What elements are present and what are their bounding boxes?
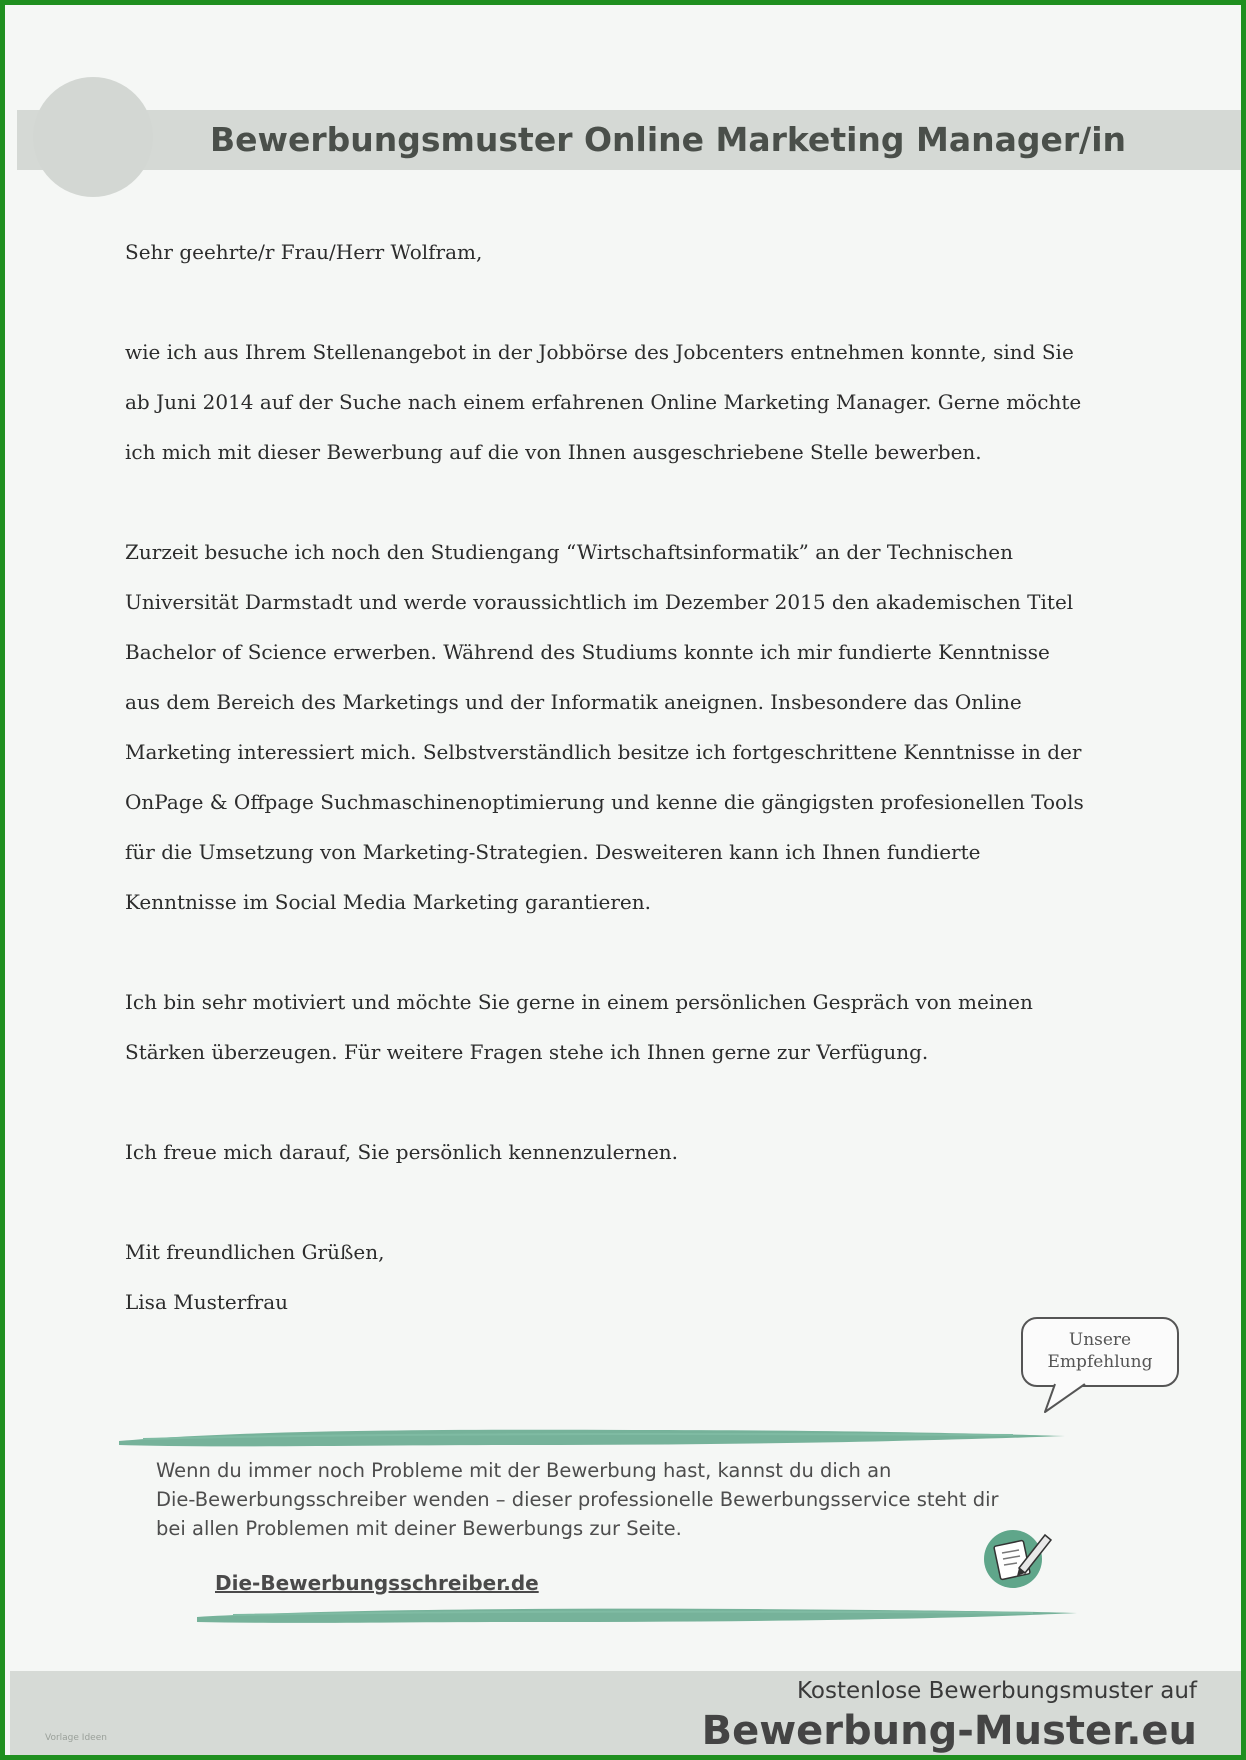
- paragraph-2: [125, 527, 1135, 927]
- footer-subtitle: Kostenlose Bewerbungsmuster auf: [797, 1678, 1197, 1704]
- bubble-text-line: Unsere: [1068, 1330, 1132, 1350]
- watermark: Vorlage Ideen: [45, 1733, 107, 1743]
- paragraph-2-line: Bachelor of Science erwerben. Während des Studiums konnte ich mir fundierte Kenntnisse: [125, 640, 1050, 664]
- paragraph-3-line: Ich bin sehr motiviert und möchte Sie gerne in einem persönlichen Gespräch von meinen: [125, 990, 1033, 1014]
- paragraph-2-line: für die Umsetzung von Marketing-Strategien. Desweiteren kann ich Ihnen fundierte: [125, 840, 981, 864]
- recommendation-text: [156, 1456, 1106, 1543]
- recommendation-text-line: Wenn du immer noch Probleme mit der Bewerbung hast, kannst du dich an: [156, 1459, 892, 1482]
- paragraph-1-line: ab Juni 2014 auf der Suche nach einem erfahrenen Online Marketing Manager. Gerne möchte: [125, 390, 1082, 414]
- page-title: Bewerbungsmuster Online Marketing Manager/in: [209, 120, 1127, 159]
- recommendation-bubble: [1021, 1317, 1179, 1387]
- recommendation-text-line: bei allen Problemen mit deiner Bewerbungs zur Seite.: [156, 1517, 682, 1540]
- paragraph-1-line: wie ich aus Ihrem Stellenangebot in der Jobbörse des Jobcenters entnehmen konnte, sind Sie: [125, 340, 1074, 364]
- paragraph-2-line: Universität Darmstadt und werde voraussichtlich im Dezember 2015 den akademischen Titel: [125, 590, 1074, 614]
- paragraph-2-line: Zurzeit besuche ich noch den Studiengang “Wirtschaftsinformatik” an der Technischen: [125, 540, 1013, 564]
- paragraph-1-line: ich mich mit dieser Bewerbung auf die von Ihnen ausgeschriebene Stelle bewerben.: [125, 440, 982, 464]
- recommendation-text-line: Die-Bewerbungsschreiber wenden – dieser professionelle Bewerbungsservice steht dir: [156, 1488, 999, 1511]
- paragraph-2-line: Kenntnisse im Social Media Marketing garantieren.: [125, 890, 651, 914]
- brush-stroke-bottom: [193, 1603, 1083, 1629]
- note-pen-icon: [979, 1521, 1059, 1589]
- paragraph-4: Ich freue mich darauf, Sie persönlich kennenzulernen.: [125, 1140, 679, 1164]
- paragraph-2-line: OnPage & Offpage Suchmaschinenoptimierung und kenne die gängigsten profesionellen Tools: [125, 790, 1084, 814]
- paragraph-3: [125, 977, 1135, 1077]
- brush-stroke-top: [113, 1423, 1073, 1453]
- bubble-tail: [1041, 1381, 1101, 1415]
- salutation: Sehr geehrte/r Frau/Herr Wolfram,: [125, 240, 483, 264]
- closing: Mit freundlichen Grüßen,: [125, 1240, 385, 1264]
- bewerbungsschreiber-link[interactable]: Die-Bewerbungsschreiber.de: [215, 1571, 539, 1595]
- paragraph-3-line: Stärken überzeugen. Für weitere Fragen stehe ich Ihnen gerne zur Verfügung.: [125, 1040, 929, 1064]
- footer-brand: Bewerbung-Muster.eu: [701, 1708, 1197, 1754]
- bubble-text-line: Empfehlung: [1047, 1352, 1153, 1372]
- letter-body: [125, 227, 1135, 1327]
- paragraph-2-line: Marketing interessiert mich. Selbstverständlich besitze ich fortgeschrittene Kenntnisse in der: [125, 740, 1082, 764]
- paragraph-1: [125, 327, 1135, 477]
- signature: Lisa Musterfrau: [125, 1290, 289, 1314]
- paragraph-2-line: aus dem Bereich des Marketings und der Informatik aneignen. Insbesondere das Online: [125, 690, 1022, 714]
